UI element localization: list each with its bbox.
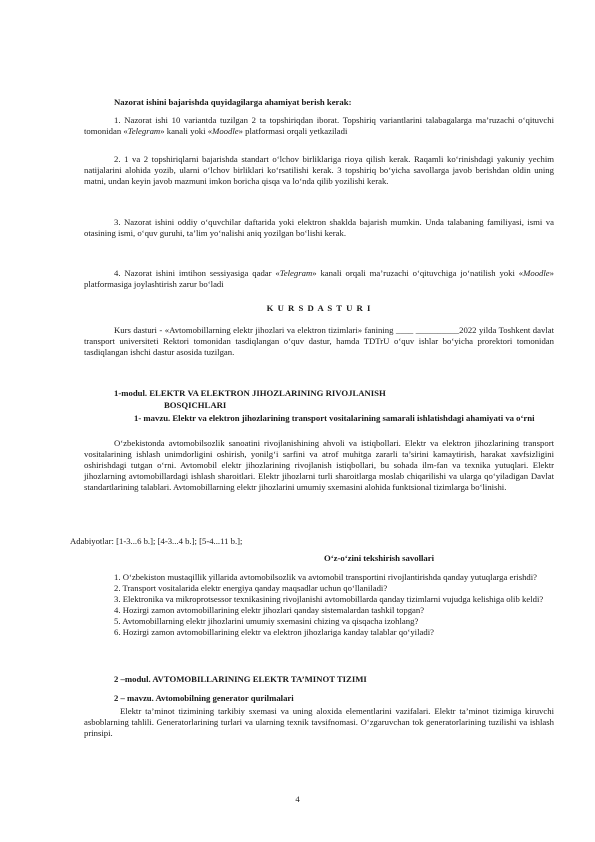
questions-list: [84, 572, 554, 638]
nazorat-item-3: 3. Nazorat ishini oddiy o‘quvchilar daftarida yoki elektron shaklda bajarish mumkin. Unda talabaning familiyasi, ismi va otasining ismi, o‘quv guruhi, ta’lim yo‘nalishi aniq yozilgan bo‘lishi kerak.: [84, 217, 554, 238]
question-item: 4. Hozirgi zamon avtomobillarining elektr jihozlari qanday sistemalardan tashkil topgan?: [114, 605, 425, 615]
questions-title: O‘z-o‘zini tekshirish savollari: [323, 553, 435, 563]
page-number: 4: [295, 794, 300, 804]
question-item: 5. Avtomobillarning elektr jihozlarini umumiy sxemasini chizing va qisqacha izohlang?: [114, 616, 419, 626]
modul-2-heading: 2 –modul. AVTOMOBILLARINING ELEKTR TA’MINOT TIZIMI: [114, 674, 367, 684]
modul-1-heading: 1-modul. ELEKTR VA ELEKTRON JIHOZLARINING RIVOJLANISH: [114, 388, 386, 398]
nazorat-item-2: 2. 1 va 2 topshiriqlarni bajarishda standart o‘lchov birliklariga rioya qilish kerak. Raqamli ko‘rinishdagi yakuniy yechim natijalarini alohida yozib, ularni o‘lchov birliklari ko‘rsatilishi kerak. 3 topshiriq bo‘yicha savollarga javob berishdan oldin uning matni, undan keyin javob mazmuni imkon boricha qisqa va lo‘nda qilib yozilishi kerak.: [84, 154, 554, 186]
kurs-title: K U R S D A S T U R I: [266, 303, 372, 313]
nazorat-item-1: 1. Nazorat ishi 10 variantda tuzilgan 2 ta topshiriqdan iborat. Topshiriq variantlarini talabagalarga ma’ruzachi o‘qituvchi tomonidan «Telegram» kanali yoki «Moodle» platformasi orqali yetkaziladi: [84, 115, 554, 136]
mavzu-2-title: 2 – mavzu. Avtomobilning generator qurilmalari: [114, 693, 294, 703]
question-item: 1. O‘zbekiston mustaqillik yillarida avtomobilsozlik va avtomobil transportini rivojlantirishda qanday yutuqlarga erishdi?: [114, 572, 538, 582]
question-item: 6. Hozirgi zamon avtomobillarining elektr va elektron jihozlariga kanday talablar qo‘yiladi?: [114, 627, 434, 637]
kurs-intro: Kurs dasturi - «Avtomobillarning elektr jihozlari va elektron tizimlari» fanining ____ __________2022 yilda Toshkent davlat transport universiteti Rektori tomonidan tasdiqlangan o‘quv dastur, hamda TDTrU o‘quv ishlar bo‘yicha prorektori tomonidan tasdiqlangan ishchi dastur asosida tuzilgan.: [84, 325, 554, 357]
adabiyotlar: Adabiyotlar: [1-3...6 b.]; [4-3...4 b.]; [5-4...11 b.];: [70, 536, 243, 546]
question-item: 2. Transport vositalarida elektr energiya qanday maqsadlar uchun qo‘llaniladi?: [114, 583, 388, 593]
mavzu-2-text: Elektr ta’minot tizimining tarkibiy sxemasi va uning aloxida elementlarini vazifalari. Elektr ta’minot tizimiga kiruvchi asboblarning tahlili. Generatorlarining turlari va ularning texnik tavsifnomasi. O‘zgaruvchan tok generatorlarining tuzilishi va ishlash prinsipi.: [84, 706, 554, 738]
nazorat-heading: Nazorat ishini bajarishda quyidagilarga ahamiyat berish kerak:: [114, 97, 352, 107]
question-item: 3. Elektronika va mikroprotsessor texnikasining rivojlanishi avtomobillarda qanday tizimlarni vujudga kelishiga olib keldi?: [114, 594, 544, 604]
mavzu-1-title: 1- mavzu. Elektr va elektron jihozlarining transport vositalarining samarali ishlatishdagi ahamiyati va o‘rni: [134, 413, 535, 423]
nazorat-item-4: 4. Nazorat ishini imtihon sessiyasiga qadar «Telegram» kanali orqali ma’ruzachi o‘qituvchiga jo‘natilish yoki «Moodle» platformasiga joylashtirish zarur bo‘ladi: [84, 268, 554, 289]
modul-1-heading-line2: BOSQICHLARI: [164, 400, 227, 410]
mavzu-1-text: O‘zbekistonda avtomobilsozlik sanoatini rivojlanishining ahvoli va istiqbollari. Elektr va elektron jihozlarining transport vositalarining ishlash unimdorligini oshirish, yonilg‘i sarfini va atrof muhitga zararli ta’sirini kamaytirish, harakat xavfsizligini oshirishdagi tutgan o‘rni. Avtomobil elektr jihozlarining rivojlanish istiqbollari, bu sohada ilm-fan va texnika yutuqlari. Elektr jihozlarning avtomobillardagi ishlash sharoitlari. Elektr jihozlarni turli sharoitlarga moslab chiqarilishi va ularga qo‘yiladigan Davlat standartlarining talablari. Avtomobillarning elektr jihozlarini umumiy sxemasini alohida funktsional tizimlarga bo‘linishi.: [84, 438, 554, 492]
